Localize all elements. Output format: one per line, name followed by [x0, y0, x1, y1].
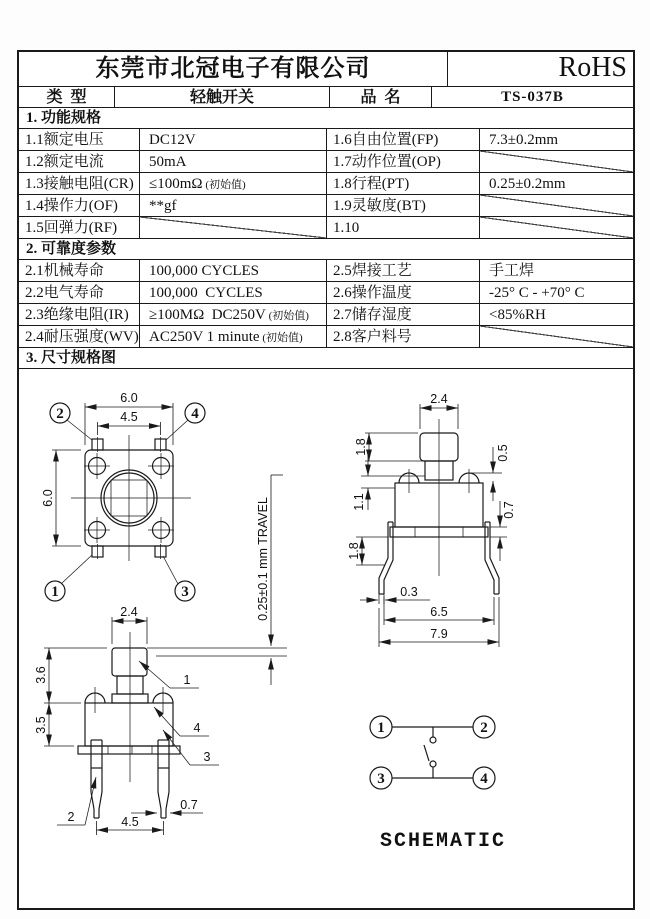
initial-value-note: (初始值) [259, 332, 303, 344]
type-value: 轻触开关 [114, 87, 329, 107]
dim-front-upper-height: 3.6 [34, 666, 48, 684]
spec-value: 100,000 CYCLES [139, 282, 326, 303]
section-functional-title: 1. 功能规格 [19, 107, 633, 128]
dim-side-body-top: 1.1 [352, 493, 366, 511]
travel-note: 0.25±0.1 mm TRAVEL [256, 497, 270, 621]
company-name: 东莞市北冠电子有限公司 [95, 56, 371, 82]
spec-label: 2.8客户料号 [326, 326, 479, 347]
schematic-drawing [370, 716, 506, 853]
pin1-callout: 1 [51, 584, 59, 600]
empty-hatched-cell [479, 217, 633, 238]
spec-label: 1.5回弹力(RF) [25, 220, 118, 236]
spec-value-text: ≥100MΩ DC250V [149, 307, 266, 323]
top-view-drawing [41, 391, 205, 601]
empty-hatched-cell [139, 217, 326, 238]
table-row [19, 150, 633, 172]
table-row [19, 303, 633, 325]
table-row [19, 325, 633, 347]
table-row [19, 281, 633, 303]
spec-value-text: AC250V 1 minute [149, 329, 260, 345]
dim-top-outer-width: 6.0 [120, 391, 138, 405]
dim-side-cap-width: 2.4 [430, 392, 448, 406]
spec-value [139, 304, 326, 325]
spec-value: 7.3±0.2mm [479, 129, 633, 150]
leader-3: 3 [203, 750, 211, 764]
spec-label: 2.1机械寿命 [25, 263, 104, 279]
dim-front-cap-width: 2.4 [120, 605, 138, 619]
dim-side-total-width: 7.9 [430, 627, 448, 641]
schematic-pin4: 4 [480, 771, 488, 787]
initial-value-note: (初始值) [202, 179, 246, 191]
spec-value: 50mA [139, 151, 326, 172]
spec-value-text: ≤100mΩ [149, 176, 203, 192]
side-view-drawing [347, 392, 516, 647]
pin2-callout: 2 [56, 406, 64, 422]
spec-label: 1.7动作位置(OP) [326, 151, 479, 172]
schematic-pin3: 3 [377, 771, 385, 787]
spec-label: 1.10 [326, 217, 479, 238]
dim-top-height: 6.0 [41, 489, 55, 507]
spec-value: **gf [139, 195, 326, 216]
spec-value-text: DC12V [149, 132, 196, 148]
empty-hatched-cell [479, 151, 633, 172]
initial-value-note: (初始值) [265, 310, 309, 322]
header-row [19, 52, 633, 86]
pin3-callout: 3 [181, 584, 189, 600]
dim-front-pin-span: 4.5 [121, 815, 139, 829]
dim-side-cap-height: 1.8 [354, 438, 368, 456]
leader-2: 2 [67, 810, 75, 824]
schematic-pin1: 1 [377, 720, 385, 736]
spec-value [139, 326, 326, 347]
spec-label: 1.1额定电压 [25, 132, 104, 148]
rohs-mark: RoHS [447, 52, 633, 86]
type-row [19, 86, 633, 107]
table-row [19, 194, 633, 216]
dim-top-pin-span: 4.5 [120, 410, 138, 424]
spec-value [139, 173, 326, 194]
spec-value: <85%RH [479, 304, 633, 325]
part-number: TS-037B [431, 87, 633, 107]
dimension-drawings-area [19, 368, 633, 909]
spec-value [139, 129, 326, 150]
section-dimensions-title: 3. 尺寸规格图 [19, 347, 633, 368]
schematic-caption: SCHEMATIC [379, 830, 507, 853]
dim-front-body-height: 3.5 [34, 716, 48, 734]
spec-label: 1.4操作力(OF) [25, 198, 118, 214]
spec-label: 1.3接触电阻(CR) [25, 176, 134, 192]
spec-value: 手工焊 [479, 260, 633, 281]
pin4-callout: 4 [191, 406, 199, 422]
empty-hatched-cell [479, 326, 633, 347]
pin-number-callouts [45, 403, 205, 601]
dim-side-stem: 0.5 [496, 444, 510, 462]
table-row [19, 172, 633, 194]
leader-1: 1 [183, 673, 191, 687]
dim-side-leg: 1.8 [347, 542, 361, 560]
spec-value: 0.25±0.2mm [479, 173, 633, 194]
dim-side-feet-span: 6.5 [430, 605, 448, 619]
section-reliability-title: 2. 可靠度参数 [19, 238, 633, 259]
dim-side-flange: 0.7 [502, 501, 516, 519]
travel-dimension [147, 475, 287, 685]
type-label: 类 型 [46, 89, 87, 106]
front-view-drawing [34, 605, 219, 835]
spec-label: 2.3绝缘电阻(IR) [25, 307, 129, 323]
spec-value: 100,000 CYCLES [139, 260, 326, 281]
spec-label: 1.9灵敏度(BT) [326, 195, 479, 216]
schematic-pin2: 2 [480, 720, 488, 736]
spec-label: 2.6操作温度 [326, 282, 479, 303]
leader-4: 4 [193, 721, 201, 735]
spec-label: 2.7储存湿度 [326, 304, 479, 325]
spec-label: 2.5焊接工艺 [326, 260, 479, 281]
dim-side-foot: 0.3 [400, 585, 418, 599]
spec-label: 1.8行程(PT) [326, 173, 479, 194]
datasheet-frame [17, 50, 635, 910]
spec-label: 2.4耐压强度(WV) [25, 329, 139, 345]
table-row [19, 128, 633, 150]
spec-label: 1.2额定电流 [25, 154, 104, 170]
dim-front-pin-width: 0.7 [180, 798, 198, 812]
spec-value: -25° C - +70° C [479, 282, 633, 303]
table-row [19, 216, 633, 238]
empty-hatched-cell [479, 195, 633, 216]
part-name-label: 品 名 [329, 87, 431, 107]
dimension-drawings-svg [19, 369, 633, 909]
table-row [19, 259, 633, 281]
spec-label: 1.6自由位置(FP) [326, 129, 479, 150]
spec-label: 2.2电气寿命 [25, 285, 104, 301]
